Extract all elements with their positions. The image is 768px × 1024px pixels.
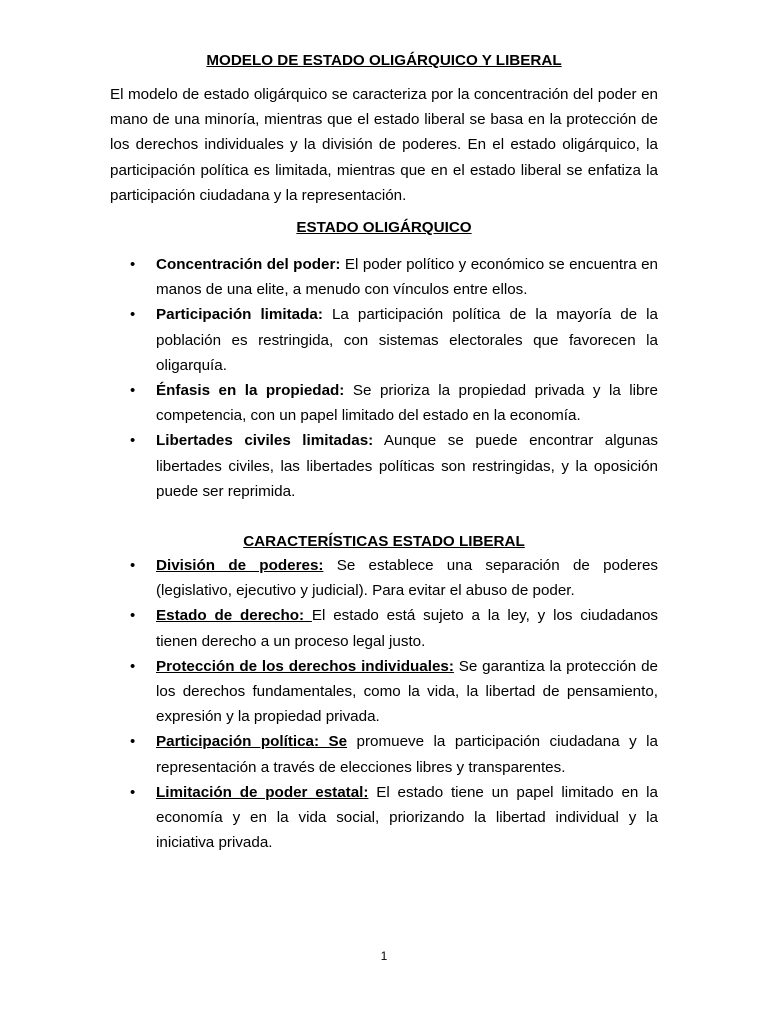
item-term: Limitación de poder estatal: bbox=[156, 783, 369, 801]
bullet-icon: • bbox=[130, 432, 136, 450]
list-item bbox=[110, 378, 658, 428]
bullet-icon: • bbox=[130, 783, 136, 801]
item-text: El estado tiene un papel limitado en la economía y en la vida social, priorizando la libertad individual y la iniciativa privada. bbox=[156, 783, 658, 852]
section-spacer bbox=[110, 504, 658, 531]
item-text: Se garantiza la protección de los derechos fundamentales, como la vida, la libertad de pensamiento, expresión y la propiedad privada. bbox=[156, 657, 658, 726]
item-term: Participación limitada: bbox=[156, 306, 323, 324]
intro-paragraph: El modelo de estado oligárquico se caracteriza por la concentración del poder en mano de una minoría, mientras que el estado liberal se basa en la protección de los derechos individuales y la división de poderes. En el estado oligárquico, la participación política es limitada, mientras que en el estado liberal se enfatiza la participación ciudadana y la representación. bbox=[110, 86, 658, 204]
bullet-icon: • bbox=[130, 657, 136, 675]
list-item bbox=[110, 729, 658, 779]
item-text: promueve la participación ciudadana y la representación a través de elecciones libres y transparentes. bbox=[156, 733, 658, 776]
liberal-list bbox=[110, 553, 658, 855]
item-text: El estado está sujeto a la ley, y los ciudadanos tienen derecho a un proceso legal justo. bbox=[156, 607, 658, 650]
bullet-icon: • bbox=[130, 733, 136, 751]
bullet-icon: • bbox=[130, 607, 136, 625]
list-item bbox=[110, 654, 658, 730]
bullet-icon: • bbox=[130, 557, 136, 575]
bullet-icon: • bbox=[130, 256, 136, 274]
item-text: La participación política de la mayoría de la población es restringida, con sistemas electorales que favorecen la oligarquía. bbox=[156, 306, 658, 374]
list-item bbox=[110, 553, 658, 603]
list-item bbox=[110, 603, 658, 653]
bullet-icon: • bbox=[130, 382, 136, 400]
item-term: Estado de derecho: bbox=[156, 607, 312, 625]
list-item bbox=[110, 252, 658, 302]
oligarchic-list bbox=[110, 252, 658, 504]
item-term: Participación política: Se bbox=[156, 733, 348, 751]
page-number: 1 bbox=[380, 949, 388, 963]
item-term: División de poderes: bbox=[156, 557, 324, 575]
bullet-icon: • bbox=[130, 306, 136, 324]
list-item bbox=[110, 780, 658, 856]
item-term: Protección de los derechos individuales: bbox=[156, 657, 454, 675]
item-term: Concentración del poder: bbox=[156, 256, 341, 274]
section-title-liberal: CARACTERÍSTICAS ESTADO LIBERAL bbox=[243, 533, 525, 551]
document-page bbox=[110, 50, 658, 855]
list-item bbox=[110, 428, 658, 504]
item-text: Se prioriza la propiedad privada y la libre competencia, con un papel limitado del estado en la economía. bbox=[156, 382, 659, 425]
item-text: Aunque se puede encontrar algunas libertades civiles, las libertades políticas son restringidas, y la oposición puede ser reprimida. bbox=[156, 432, 658, 500]
item-text: Se establece una separación de poderes (legislativo, ejecutivo y judicial). Para evitar el abuso de poder. bbox=[156, 557, 658, 600]
item-term: Énfasis en la propiedad: bbox=[156, 382, 345, 400]
item-term: Libertades civiles limitadas: bbox=[156, 432, 374, 450]
document-title: MODELO DE ESTADO OLIGÁRQUICO Y LIBERAL bbox=[206, 52, 562, 69]
list-item bbox=[110, 302, 658, 378]
item-text: El poder político y económico se encuentra en manos de una elite, a menudo con vínculos entre ellos. bbox=[156, 256, 658, 299]
section-title-oligarchic: ESTADO OLIGÁRQUICO bbox=[296, 219, 472, 237]
